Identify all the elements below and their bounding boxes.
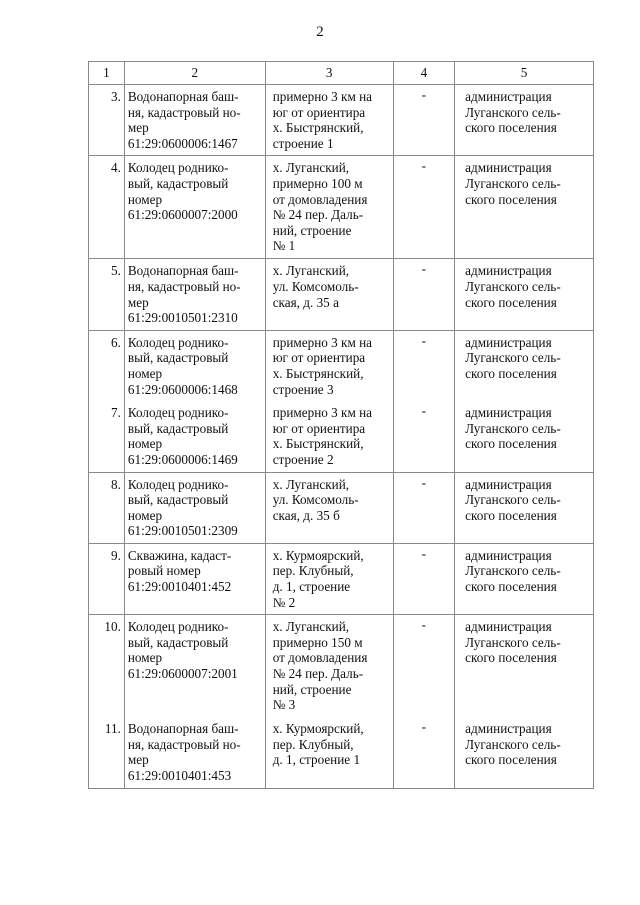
owner-cell (455, 401, 594, 472)
object-description-cell (124, 330, 265, 401)
cell-text-line: примерно 100 м (272, 175, 363, 191)
cell-text-line: юг от ориентира (272, 350, 366, 366)
column-4-cell: - (393, 401, 455, 472)
cell-text-line: примерно 3 км на (272, 405, 373, 421)
cell-text-line: пер. Клубный, (272, 563, 354, 579)
cell-text-line: ского поселения (465, 365, 557, 381)
column-header: 4 (393, 62, 455, 85)
table-header-row (89, 62, 594, 85)
cell-text-line: администрация (465, 89, 552, 104)
cell-text-line: Колодец роднико- (127, 405, 229, 421)
cell-text-line: Луганского сель- (465, 634, 561, 650)
cell-text-line: ний, строение (272, 222, 352, 238)
cell-text-line: ская, д. 35 а (272, 294, 339, 310)
owner-cell (455, 472, 594, 543)
cell-text-line: вый, кадастровый (127, 175, 229, 191)
owner-cell (455, 717, 594, 788)
cell-text-line: ня, кадастровый но- (127, 736, 241, 752)
table-row (89, 85, 594, 156)
cell-text-line: х. Быстрянский, (272, 120, 364, 136)
cell-text-line: номер (127, 507, 163, 523)
column-4-cell: - (393, 156, 455, 259)
cell-text-line: вый, кадастровый (127, 350, 229, 366)
location-cell (265, 472, 393, 543)
column-4-cell: - (393, 717, 455, 788)
row-number-cell: 6. (89, 330, 125, 401)
cell-text-line: ского поселения (465, 436, 557, 452)
location-cell (265, 543, 393, 614)
cell-text-line: х. Курмоярский, (272, 721, 364, 737)
cell-text-line: 61:29:0010501:2309 (127, 523, 238, 539)
table-row (89, 615, 594, 718)
cell-text-line: 61:29:0600006:1467 (127, 135, 238, 151)
object-description-cell (124, 259, 265, 330)
cell-text-line: администрация (465, 334, 552, 350)
column-4-cell: - (393, 543, 455, 614)
cell-text-line: ний, строение (272, 681, 352, 697)
cell-text-line: администрация (465, 476, 552, 492)
cell-text-line: от домовладения (272, 191, 368, 207)
cell-text-line: х. Луганский, (272, 476, 350, 492)
table-row (89, 717, 594, 788)
row-number-cell: 10. (89, 615, 125, 718)
table-row (89, 156, 594, 259)
cell-text-line: пер. Клубный, (272, 736, 354, 752)
owner-cell (455, 156, 594, 259)
cell-text-line: Луганского сель- (465, 175, 561, 191)
cell-text-line: д. 1, строение 1 (272, 752, 361, 768)
cell-text-line: ня, кадастровый но- (127, 278, 241, 294)
cell-text-line: номер (127, 365, 163, 381)
cell-text-line: 61:29:0010501:2310 (127, 310, 238, 326)
cell-text-line: № 3 (272, 697, 296, 713)
column-header: 2 (124, 62, 265, 85)
column-4-cell: - (393, 330, 455, 401)
cell-text-line: строение 2 (272, 451, 334, 467)
table-row (89, 259, 594, 330)
table-row (89, 472, 594, 543)
column-header: 3 (265, 62, 393, 85)
owner-cell (455, 330, 594, 401)
cell-text-line: № 24 пер. Даль- (272, 207, 364, 223)
cell-text-line: № 1 (272, 238, 296, 254)
cell-text-line: д. 1, строение (272, 579, 351, 595)
cell-text-line: юг от ориентира (272, 420, 366, 436)
object-description-cell (124, 717, 265, 788)
cell-text-line: Водонапорная баш- (127, 89, 239, 104)
facilities-table (88, 61, 594, 789)
cell-text-line: х. Луганский, (272, 160, 350, 176)
cell-text-line: юг от ориентира (272, 104, 366, 120)
location-cell (265, 615, 393, 718)
cell-text-line: мер (127, 752, 149, 768)
cell-text-line: строение 1 (272, 135, 334, 151)
cell-text-line: ского поселения (465, 191, 557, 207)
cell-text-line: примерно 150 м (272, 634, 363, 650)
cell-text-line: ского поселения (465, 579, 557, 595)
cell-text-line: вый, кадастровый (127, 420, 229, 436)
table-row (89, 330, 594, 401)
cell-text-line: Колодец роднико- (127, 334, 229, 350)
object-description-cell (124, 615, 265, 718)
cell-text-line: Колодец роднико- (127, 160, 229, 176)
cell-text-line: Луганского сель- (465, 350, 561, 366)
cell-text-line: вый, кадастровый (127, 492, 229, 508)
row-number-cell: 11. (89, 717, 125, 788)
object-description-cell (124, 401, 265, 472)
owner-cell (455, 615, 594, 718)
cell-text-line: х. Быстрянский, (272, 365, 364, 381)
cell-text-line: ского поселения (465, 650, 557, 666)
cell-text-line: х. Быстрянский, (272, 436, 364, 452)
cell-text-line: мер (127, 120, 149, 136)
cell-text-line: Луганского сель- (465, 278, 561, 294)
cell-text-line: ня, кадастровый но- (127, 104, 241, 120)
cell-text-line: х. Луганский, (272, 263, 350, 279)
row-number-cell: 8. (89, 472, 125, 543)
cell-text-line: ул. Комсомоль- (272, 492, 359, 508)
cell-text-line: 61:29:0010401:452 (127, 579, 232, 595)
row-number-cell: 5. (89, 259, 125, 330)
cell-text-line: ского поселения (465, 752, 557, 768)
cell-text-line: ского поселения (465, 507, 557, 523)
cell-text-line: ского поселения (465, 294, 557, 310)
cell-text-line: х. Курмоярский, (272, 547, 364, 563)
table-row (89, 401, 594, 472)
object-description-cell (124, 156, 265, 259)
row-number-cell: 4. (89, 156, 125, 259)
location-cell (265, 401, 393, 472)
cell-text-line: х. Луганский, (272, 619, 350, 635)
owner-cell (455, 543, 594, 614)
cell-text-line: Водонапорная баш- (127, 263, 239, 279)
location-cell (265, 330, 393, 401)
cell-text-line: Скважина, кадаст- (127, 547, 232, 563)
column-4-cell: - (393, 259, 455, 330)
column-4-cell: - (393, 472, 455, 543)
row-number-cell: 3. (89, 85, 125, 156)
cell-text-line: Луганского сель- (465, 563, 561, 579)
row-number-cell: 7. (89, 401, 125, 472)
column-header: 5 (455, 62, 594, 85)
cell-text-line: администрация (465, 619, 552, 635)
owner-cell (455, 85, 594, 156)
cell-text-line: 61:29:0600006:1468 (127, 381, 238, 397)
cell-text-line: администрация (465, 405, 552, 421)
table-row (89, 543, 594, 614)
cell-text-line: 61:29:0600007:2001 (127, 666, 238, 682)
cell-text-line: вый, кадастровый (127, 634, 229, 650)
cell-text-line: ровый номер (127, 563, 201, 579)
row-number-cell: 9. (89, 543, 125, 614)
cell-text-line: мер (127, 294, 149, 310)
cell-text-line: администрация (465, 547, 552, 563)
cell-text-line: ская, д. 35 б (272, 507, 340, 523)
cell-text-line: администрация (465, 263, 552, 279)
cell-text-line: примерно 3 км на (272, 89, 373, 104)
cell-text-line: 61:29:0600006:1469 (127, 451, 238, 467)
column-4-cell: - (393, 85, 455, 156)
column-header: 1 (89, 62, 125, 85)
owner-cell (455, 259, 594, 330)
cell-text-line: Колодец роднико- (127, 476, 229, 492)
object-description-cell (124, 472, 265, 543)
location-cell (265, 85, 393, 156)
object-description-cell (124, 543, 265, 614)
cell-text-line: строение 3 (272, 381, 334, 397)
cell-text-line: 61:29:0600007:2000 (127, 207, 238, 223)
cell-text-line: Луганского сель- (465, 736, 561, 752)
location-cell (265, 156, 393, 259)
location-cell (265, 259, 393, 330)
cell-text-line: ул. Комсомоль- (272, 278, 359, 294)
cell-text-line: Луганского сель- (465, 492, 561, 508)
location-cell (265, 717, 393, 788)
cell-text-line: примерно 3 км на (272, 334, 373, 350)
cell-text-line: администрация (465, 160, 552, 176)
cell-text-line: Водонапорная баш- (127, 721, 239, 737)
cell-text-line: № 2 (272, 594, 296, 610)
cell-text-line: от домовладения (272, 650, 368, 666)
object-description-cell (124, 85, 265, 156)
cell-text-line: администрация (465, 721, 552, 737)
cell-text-line: 61:29:0010401:453 (127, 768, 232, 784)
cell-text-line: номер (127, 650, 163, 666)
cell-text-line: Колодец роднико- (127, 619, 229, 635)
cell-text-line: номер (127, 436, 163, 452)
column-4-cell: - (393, 615, 455, 718)
cell-text-line: Луганского сель- (465, 420, 561, 436)
cell-text-line: номер (127, 191, 163, 207)
cell-text-line: № 24 пер. Даль- (272, 666, 364, 682)
cell-text-line: Луганского сель- (465, 104, 561, 120)
page-number: 2 (316, 24, 324, 40)
cell-text-line: ского поселения (465, 120, 557, 136)
